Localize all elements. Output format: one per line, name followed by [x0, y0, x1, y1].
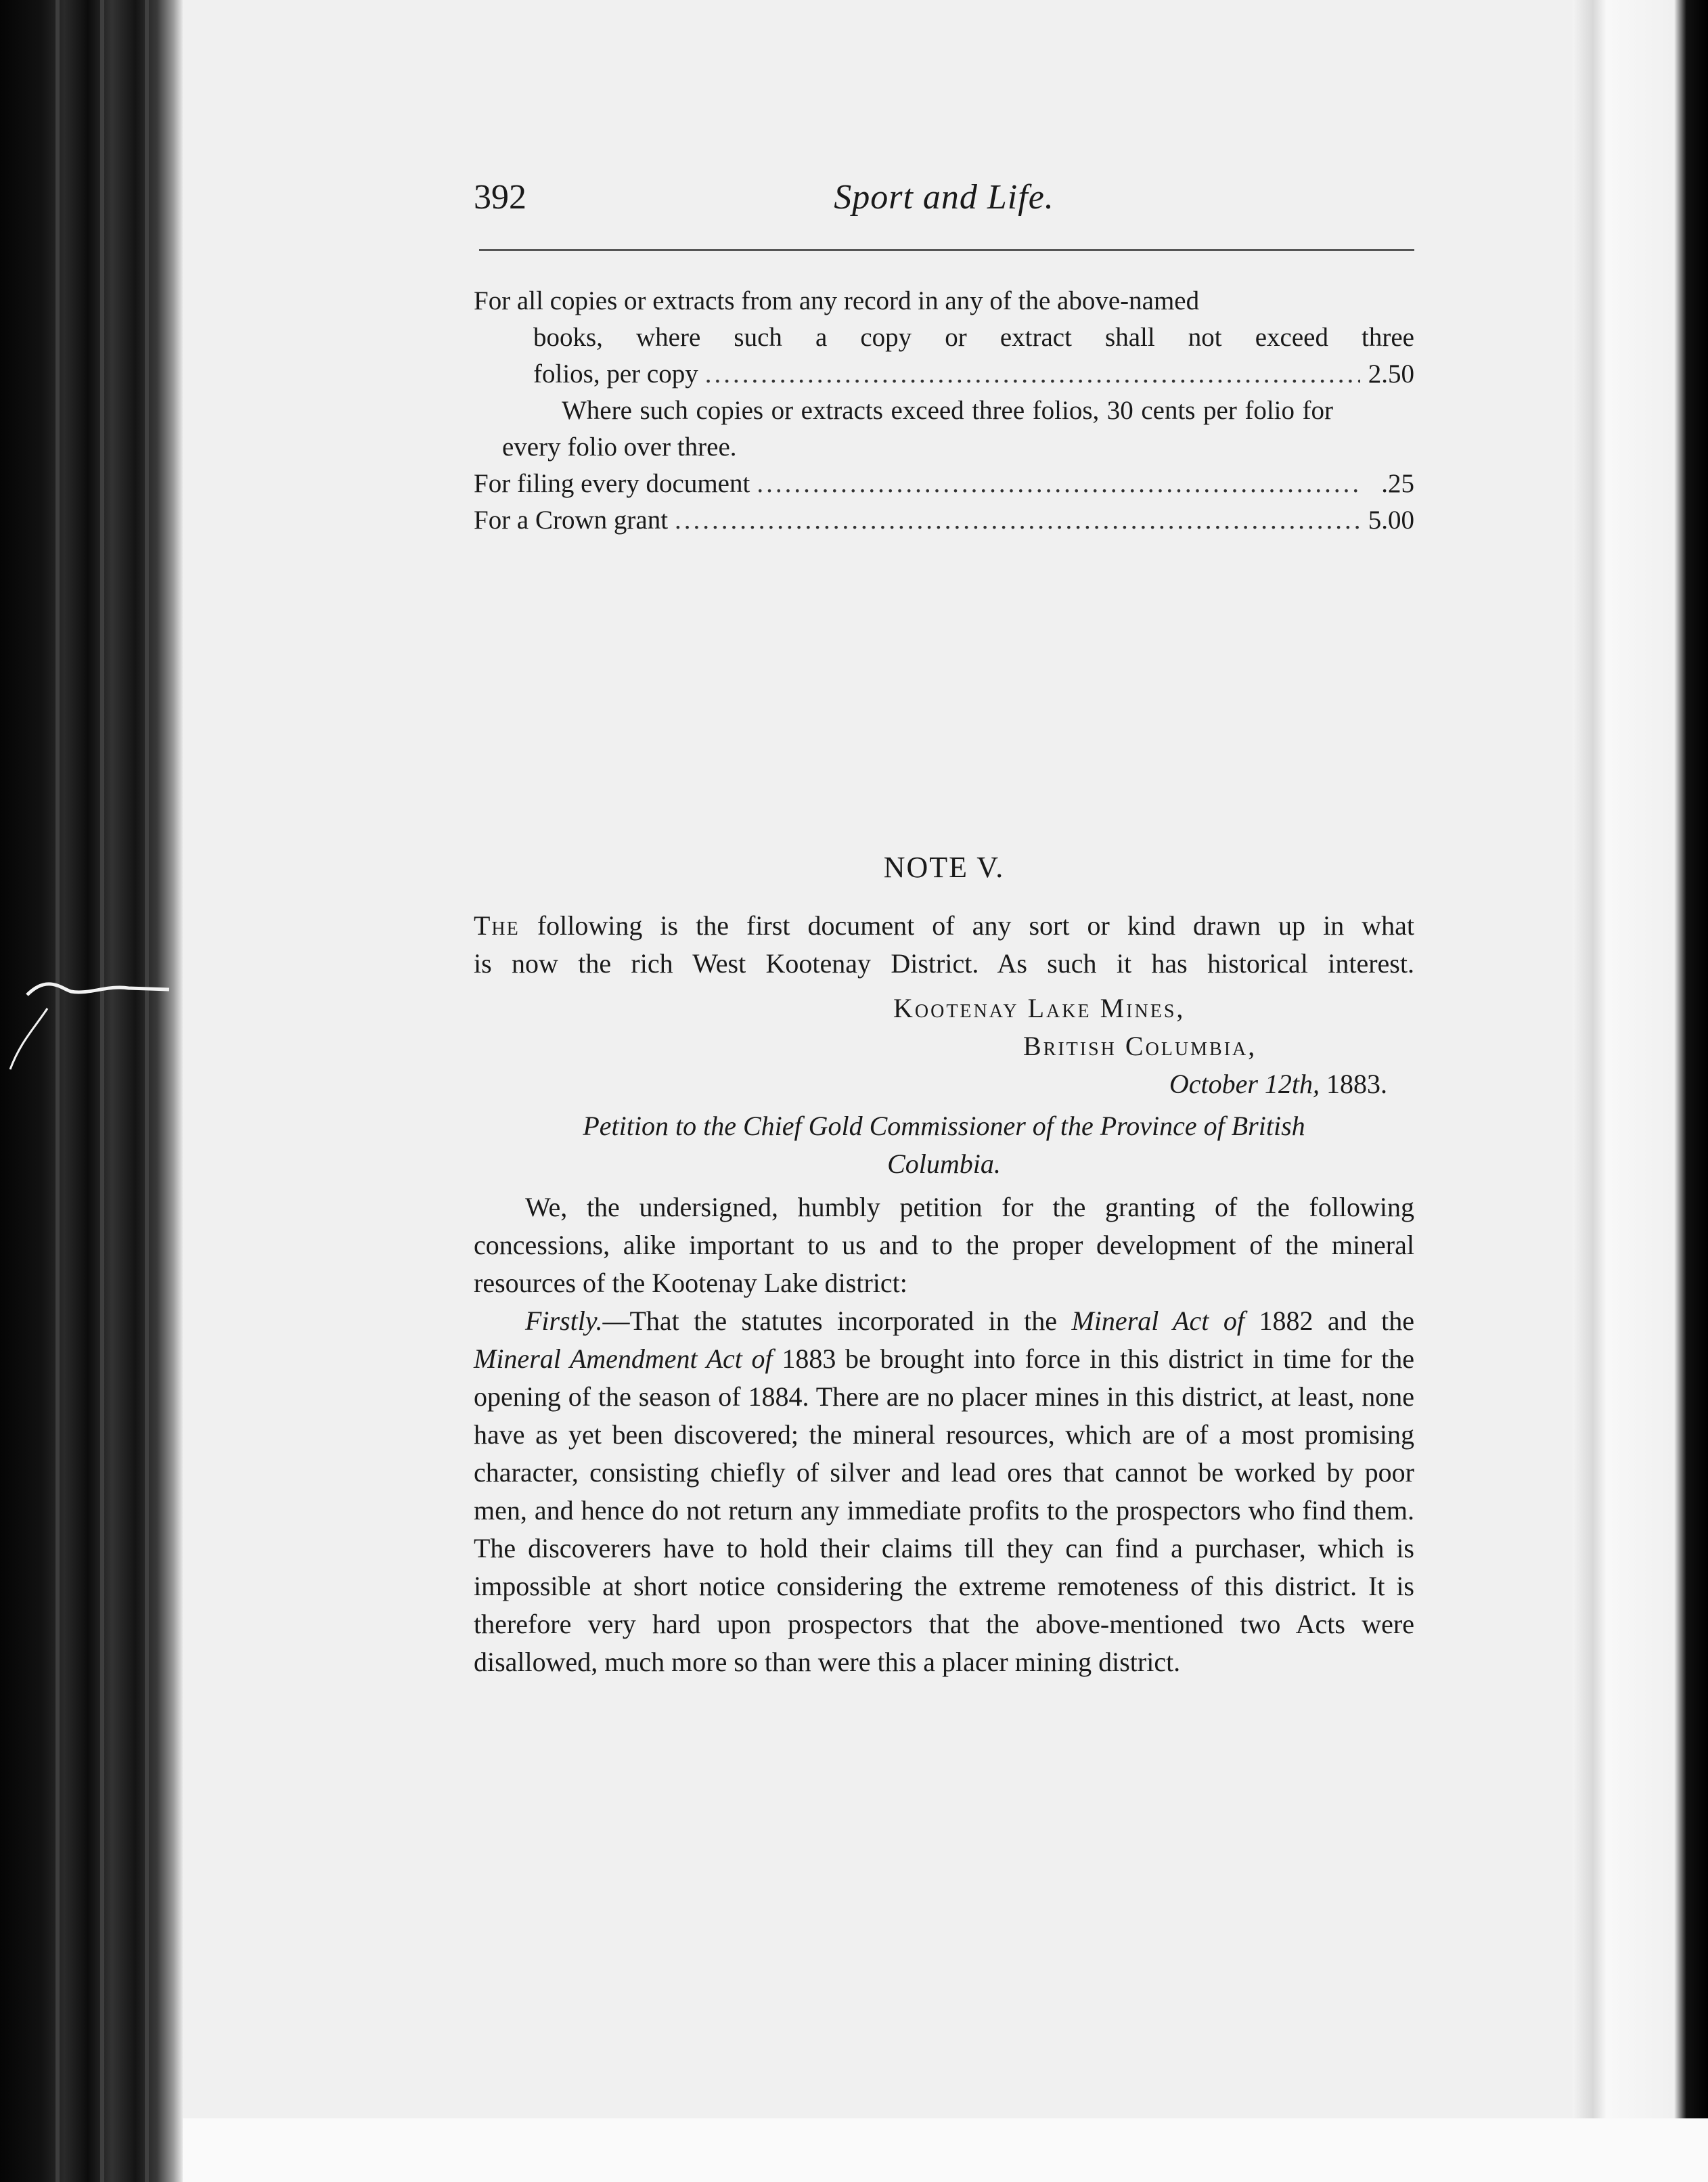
petition-title — [474, 1107, 1414, 1183]
running-title: Sport and Life. — [834, 178, 1054, 217]
letter-date — [474, 1065, 1414, 1103]
note-body — [474, 907, 1414, 1681]
book-spine — [0, 0, 183, 2182]
fee-item-2-amount: .25 — [1381, 469, 1414, 498]
petition-paragraph-1-text: We, the undersigned, humbly petition for the granting of the following concessions, alike important to us and to the proper development of the mineral resources of the Kootenay Lake district: — [474, 1192, 1414, 1298]
spine-stripe — [55, 0, 60, 2182]
fee-item-2-label: For filing every document — [474, 469, 750, 498]
fee-item-1-note: Where such copies or extracts exceed three folios, 30 cents per folio for every folio over three. — [502, 396, 1333, 462]
margin-scribble — [7, 968, 176, 1076]
intro-lead: The — [474, 910, 520, 941]
fee-item-1-label: folios, per copy — [533, 359, 698, 388]
fee-schedule — [474, 283, 1414, 539]
date-year: 1883. — [1326, 1069, 1387, 1099]
fee-item-2 — [474, 466, 1414, 502]
intro-line-2: is now the rich West Kootenay District. As such it has historical interest. — [474, 948, 1414, 979]
header-rule — [479, 249, 1414, 251]
act2-title: Mineral Amendment Act of — [474, 1343, 773, 1374]
intro-line-1-text: following is the first document of any sort or kind drawn up in what — [537, 910, 1414, 941]
note-heading: NOTE V. — [883, 851, 1005, 884]
act1-year: 1882 and the — [1259, 1306, 1415, 1336]
spine-stripe — [100, 0, 104, 2182]
petition-paragraph-1 — [474, 1188, 1414, 1302]
date-day: October 12th, — [1169, 1069, 1320, 1099]
firstly-dash: —That the statutes incorporated in the — [602, 1306, 1058, 1336]
running-header — [474, 177, 1414, 231]
address-line-2: British Columbia, — [1023, 1031, 1257, 1061]
petition-paragraph-2-text: 1883 be brought into force in this district in time for the opening of the season of 1884. There are no placer mines in this district, at least, none have as yet been discovered; the mineral resources, which are of a most promising character, consisting chiefly of silver and lead ores that cannot be worked by poor men, and hence do not return any immediate profits to the prospectors who find them. The discoverers have to hold their claims till they can find a purchaser, which is impossible at short notice considering the extreme remoteness of this district. It is therefore very hard upon prospectors that the above-mentioned two Acts were disallowed, much more so than were this a placer mining district. — [474, 1343, 1415, 1677]
fee-item-1-line3 — [474, 356, 1414, 393]
dot-leader — [705, 356, 1360, 393]
fee-item-1-line1: For all copies or extracts from any record in any of the above-named — [474, 286, 1200, 315]
petition-title-line1: Petition to the Chief Gold Commissioner of the Province of British — [583, 1111, 1305, 1141]
dot-leader — [757, 466, 1360, 502]
act1-title: Mineral Act of — [1071, 1306, 1244, 1336]
right-page-edge — [1573, 0, 1708, 2182]
fee-item-1-amount: 2.50 — [1368, 359, 1414, 388]
fee-item-3 — [474, 502, 1414, 539]
fee-item-3-amount: 5.00 — [1368, 506, 1414, 535]
spine-stripe — [145, 0, 149, 2182]
page-number: 392 — [474, 178, 526, 217]
bottom-margin — [183, 2118, 1708, 2182]
petition-paragraph-2 — [474, 1302, 1414, 1681]
address-line-1: Kootenay Lake Mines, — [893, 993, 1186, 1023]
fee-item-1-line2: books, where such a copy or extract shall not exceed three — [533, 323, 1414, 352]
firstly-label: Firstly. — [525, 1306, 603, 1336]
dot-leader — [675, 502, 1360, 539]
intro-line-1 — [474, 907, 1414, 945]
petition-title-line2: Columbia. — [887, 1149, 1001, 1179]
fee-item-3-label: For a Crown grant — [474, 506, 669, 535]
